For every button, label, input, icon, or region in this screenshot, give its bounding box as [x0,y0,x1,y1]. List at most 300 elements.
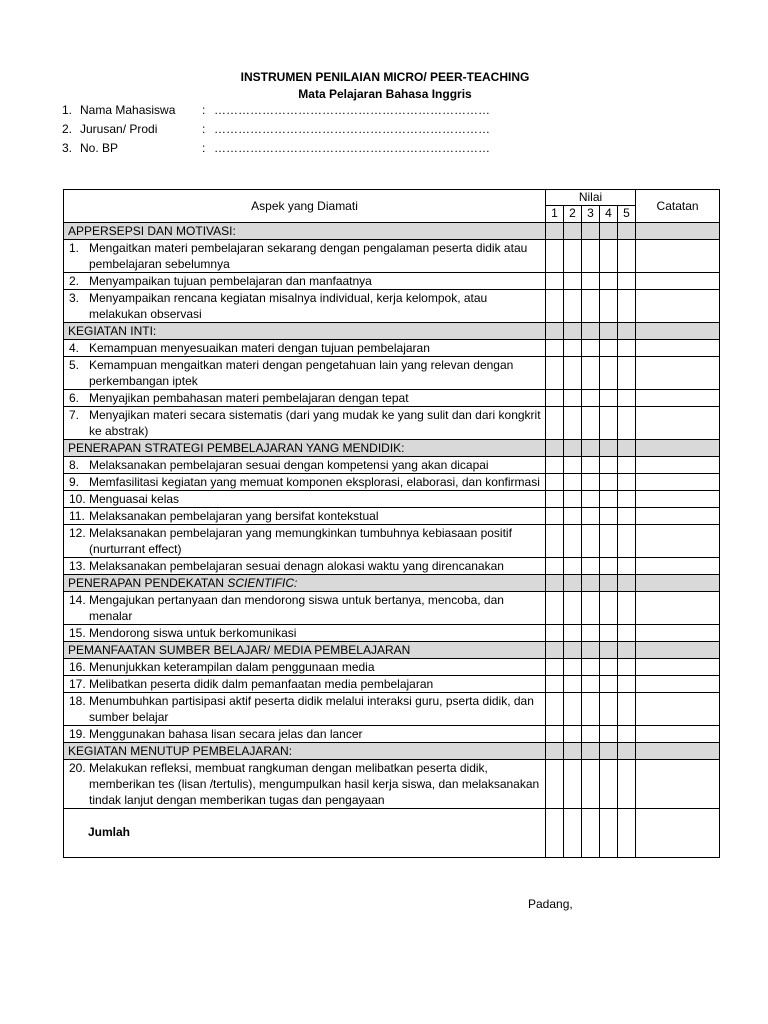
table-header-row [64,190,720,206]
score-cell-3[interactable] [582,625,600,642]
score-cell-2[interactable] [564,340,582,357]
criterion-cell [64,760,546,809]
criterion-content [64,508,545,524]
score-cell-4[interactable] [600,474,618,491]
criterion-number: 19. [69,727,86,741]
note-cell[interactable] [636,474,720,491]
section-score-cell [600,642,618,659]
score-cell-1[interactable] [546,625,564,642]
score-cell-4[interactable] [600,676,618,693]
section-score-cell [564,440,582,457]
score-cell-4[interactable] [600,390,618,407]
score-cell-3[interactable] [582,676,600,693]
criterion-content [64,625,545,641]
criterion-content [64,407,545,439]
document-subtitle: Mata Pelajaran Bahasa Inggris [298,87,472,101]
score-cell-4[interactable] [600,340,618,357]
note-cell[interactable] [636,240,720,273]
section-title [64,223,546,240]
criterion-text: Menyampaikan tujuan pembelajaran dan manfaatnya [89,274,372,288]
score-cell-2[interactable] [564,491,582,508]
criterion-text: Menguasai kelas [89,492,180,506]
section-row [64,323,720,340]
section-title [64,440,546,457]
section-title-text: PENERAPAN PENDEKATAN [68,576,228,590]
criterion-cell [64,240,546,273]
section-title [64,575,546,592]
section-score-cell [600,323,618,340]
note-cell[interactable] [636,726,720,743]
note-cell[interactable] [636,390,720,407]
score-cell-5[interactable] [618,693,636,726]
note-cell[interactable] [636,340,720,357]
score-cell-3[interactable] [582,390,600,407]
criterion-text: Kemampuan menyesuaikan materi dengan tujuan pembelajaran [89,341,430,355]
criterion-number: 17. [69,677,86,691]
score-cell-3[interactable] [582,760,600,809]
section-score-cell [618,323,636,340]
section-score-cell [546,440,564,457]
criterion-row [64,676,720,693]
note-cell[interactable] [636,592,720,625]
score-cell-3[interactable] [582,592,600,625]
identity-number: 2. [62,122,73,136]
score-cell-3[interactable] [582,240,600,273]
section-score-cell [546,223,564,240]
criterion-number: 2. [69,274,80,288]
identity-label: Nama Mahasiswa [80,103,176,117]
score-cell-1[interactable] [546,525,564,558]
section-score-cell [600,440,618,457]
score-cell-1[interactable] [546,474,564,491]
score-cell-4[interactable] [600,558,618,575]
section-score-cell [618,223,636,240]
identity-number: 1. [62,103,73,117]
score-cell-4[interactable] [600,407,618,440]
score-cell-4[interactable] [600,625,618,642]
score-cell-1[interactable] [546,558,564,575]
section-title [64,743,546,760]
score-cell-1[interactable] [546,726,564,743]
score-cell-1[interactable] [546,457,564,474]
identity-row-name [62,102,490,121]
score-cell-4[interactable] [600,525,618,558]
note-cell[interactable] [636,760,720,809]
criterion-content [64,676,545,692]
score-cell-2[interactable] [564,659,582,676]
criterion-cell [64,592,546,625]
identity-label: Jurusan/ Prodi [80,122,158,136]
place-signature: Padang, [528,897,573,911]
section-score-cell [582,323,600,340]
note-cell[interactable] [636,625,720,642]
score-cell-1[interactable] [546,390,564,407]
criterion-row [64,357,720,390]
criterion-row [64,508,720,525]
criterion-row [64,474,720,491]
score-cell-3[interactable] [582,693,600,726]
section-score-cell [582,440,600,457]
criterion-text: Melakukan refleksi, membuat rangkuman dengan melibatkan peserta didik, memberikan tes (lisan /tertulis), mengumpulkan hasil kerja siswa, dan melaksanakan tindak lanjut dengan memberikan tugas dan pengayaan [89,761,540,807]
score-header-3: 3 [582,206,600,223]
note-cell[interactable] [636,525,720,558]
section-score-cell [600,575,618,592]
section-title [64,642,546,659]
criterion-text: Menyampaikan rencana kegiatan misalnya individual, kerja kelompok, atau melakukan observasi [89,291,488,321]
criterion-content [64,659,545,675]
criterion-row [64,525,720,558]
score-cell-3[interactable] [582,659,600,676]
criterion-row [64,390,720,407]
total-score-cell-5[interactable] [618,809,636,858]
identity-colon: : [202,103,206,117]
criterion-number: 6. [69,391,80,405]
score-cell-2[interactable] [564,558,582,575]
criterion-row [64,491,720,508]
section-title [64,323,546,340]
score-cell-2[interactable] [564,290,582,323]
criterion-row [64,240,720,273]
total-note-cell[interactable] [636,809,720,858]
criterion-text: Mendorong siswa untuk berkomunikasi [89,626,297,640]
header-nilai: Nilai [546,190,636,206]
identity-label: No. BP [80,141,119,155]
criterion-cell [64,357,546,390]
score-cell-4[interactable] [600,290,618,323]
criterion-number: 9. [69,475,80,489]
criterion-content [64,525,545,557]
total-score-cell-2[interactable] [564,809,582,858]
score-cell-3[interactable] [582,407,600,440]
header-catatan: Catatan [636,190,720,223]
total-label-cell [64,809,546,858]
criterion-cell [64,390,546,407]
score-cell-2[interactable] [564,525,582,558]
criterion-content [64,290,545,322]
total-score-cell-4[interactable] [600,809,618,858]
identity-blank-line[interactable]: …………………………………………………………… [214,122,490,136]
section-score-cell [564,323,582,340]
section-note-cell [636,323,720,340]
section-score-cell [546,323,564,340]
score-cell-2[interactable] [564,474,582,491]
score-cell-5[interactable] [618,390,636,407]
section-row [64,642,720,659]
score-cell-5[interactable] [618,592,636,625]
criterion-text: Menumbuhkan partisipasi aktif peserta didik melalui interaksi guru, pserta didik, dan sumber belajar [89,694,534,724]
score-cell-4[interactable] [600,457,618,474]
criterion-row [64,760,720,809]
criterion-text: Melaksanakan pembelajaran yang bersifat kontekstual [89,509,379,523]
note-cell[interactable] [636,273,720,290]
score-cell-5[interactable] [618,659,636,676]
criterion-number: 14. [69,593,86,607]
total-score-cell-1[interactable] [546,809,564,858]
note-cell[interactable] [636,659,720,676]
score-cell-2[interactable] [564,407,582,440]
criterion-text: Mengajukan pertanyaan dan mendorong siswa untuk bertanya, mencoba, dan menalar [89,593,504,623]
score-cell-3[interactable] [582,457,600,474]
identity-blank-line[interactable]: …………………………………………………………… [214,141,490,155]
score-cell-5[interactable] [618,474,636,491]
score-cell-5[interactable] [618,508,636,525]
criterion-number: 3. [69,291,80,305]
score-cell-2[interactable] [564,273,582,290]
section-title-text: PEMANFAATAN SUMBER BELAJAR/ MEDIA PEMBELAJARAN [68,643,411,657]
score-cell-2[interactable] [564,457,582,474]
criterion-number: 8. [69,458,80,472]
score-cell-1[interactable] [546,508,564,525]
identity-colon: : [202,122,206,136]
note-cell[interactable] [636,693,720,726]
score-cell-5[interactable] [618,273,636,290]
note-cell[interactable] [636,357,720,390]
score-cell-3[interactable] [582,726,600,743]
score-cell-3[interactable] [582,290,600,323]
score-cell-3[interactable] [582,491,600,508]
note-cell[interactable] [636,508,720,525]
score-cell-3[interactable] [582,273,600,290]
section-score-cell [564,642,582,659]
score-cell-1[interactable] [546,340,564,357]
score-cell-1[interactable] [546,357,564,390]
criterion-number: 1. [69,241,80,255]
identity-number: 3. [62,141,73,155]
criterion-row [64,625,720,642]
section-score-cell [600,223,618,240]
criterion-number: 15. [69,626,86,640]
score-cell-5[interactable] [618,240,636,273]
document-title: INSTRUMEN PENILAIAN MICRO/ PEER-TEACHING [240,70,530,84]
section-score-cell [618,642,636,659]
criterion-content [64,726,545,742]
criterion-number: 10. [69,492,86,506]
score-cell-2[interactable] [564,508,582,525]
score-cell-5[interactable] [618,457,636,474]
criterion-cell [64,525,546,558]
score-cell-4[interactable] [600,693,618,726]
score-cell-2[interactable] [564,693,582,726]
identity-row-program [62,121,490,140]
total-score-cell-3[interactable] [582,809,600,858]
section-score-cell [582,223,600,240]
criterion-row [64,726,720,743]
section-score-cell [564,223,582,240]
identity-fields [62,102,490,159]
score-cell-1[interactable] [546,407,564,440]
criterion-number: 20. [69,761,86,775]
criterion-content [64,474,545,490]
total-label: Jumlah [88,825,131,839]
section-row [64,575,720,592]
section-score-cell [546,575,564,592]
criterion-text: Menyajikan pembahasan materi pembelajaran dengan tepat [89,391,409,405]
section-score-cell [564,743,582,760]
criterion-content [64,457,545,473]
criterion-content [64,273,545,289]
section-score-cell [546,642,564,659]
criterion-content [64,558,545,574]
section-score-cell [564,575,582,592]
score-header-5: 5 [618,206,636,223]
section-score-cell [618,440,636,457]
criterion-row [64,290,720,323]
criterion-number: 13. [69,559,86,573]
section-score-cell [618,743,636,760]
criterion-cell [64,340,546,357]
score-cell-4[interactable] [600,508,618,525]
criterion-text: Memfasilitasi kegiatan yang memuat komponen eksplorasi, elaborasi, dan konfirmasi [89,475,540,489]
criterion-content [64,491,545,507]
section-note-cell [636,575,720,592]
criterion-content [64,390,545,406]
criterion-content [64,693,545,725]
criterion-cell [64,558,546,575]
note-cell[interactable] [636,457,720,474]
score-cell-4[interactable] [600,357,618,390]
criterion-cell [64,726,546,743]
score-header-2: 2 [564,206,582,223]
section-note-cell [636,223,720,240]
score-cell-1[interactable] [546,290,564,323]
criterion-number: 5. [69,358,80,372]
score-cell-4[interactable] [600,240,618,273]
score-cell-1[interactable] [546,592,564,625]
score-header-4: 4 [600,206,618,223]
criterion-content [64,357,545,389]
section-score-cell [582,575,600,592]
total-row [64,809,720,858]
score-cell-2[interactable] [564,726,582,743]
criterion-text: Melaksanakan pembelajaran sesuai dengan kompetensi yang akan dicapai [89,458,489,472]
section-title-text: KEGIATAN INTI: [68,324,157,338]
criterion-cell [64,407,546,440]
score-cell-5[interactable] [618,290,636,323]
criterion-row [64,592,720,625]
criterion-number: 4. [69,341,80,355]
criterion-cell [64,625,546,642]
score-cell-1[interactable] [546,273,564,290]
section-row [64,440,720,457]
score-cell-5[interactable] [618,525,636,558]
criterion-cell [64,491,546,508]
criterion-row [64,273,720,290]
criterion-row [64,457,720,474]
section-row [64,743,720,760]
criterion-cell [64,273,546,290]
criterion-row [64,693,720,726]
section-title-text: APPERSEPSI DAN MOTIVASI: [68,224,236,238]
criterion-text: Menyajikan materi secara sistematis (dari yang mudak ke yang sulit dan dari kongkrit ke abstrak) [89,408,541,438]
score-cell-5[interactable] [618,491,636,508]
score-cell-5[interactable] [618,676,636,693]
section-title-text: KEGIATAN MENUTUP PEMBELAJARAN: [68,744,293,758]
section-score-cell [582,743,600,760]
section-score-cell [582,642,600,659]
note-cell[interactable] [636,407,720,440]
score-cell-2[interactable] [564,760,582,809]
score-cell-2[interactable] [564,390,582,407]
criterion-row [64,558,720,575]
criterion-cell [64,693,546,726]
identity-blank-line[interactable]: …………………………………………………………… [214,103,490,117]
criterion-content [64,240,545,272]
score-cell-1[interactable] [546,760,564,809]
score-cell-2[interactable] [564,240,582,273]
score-cell-4[interactable] [600,491,618,508]
section-title-text: PENERAPAN STRATEGI PEMBELAJARAN YANG MENDIDIK: [68,441,405,455]
score-cell-5[interactable] [618,625,636,642]
criterion-number: 18. [69,694,86,708]
score-cell-4[interactable] [600,760,618,809]
criterion-row [64,407,720,440]
score-cell-1[interactable] [546,676,564,693]
score-cell-4[interactable] [600,726,618,743]
assessment-table [63,189,720,858]
criterion-content [64,760,545,808]
note-cell[interactable] [636,676,720,693]
score-cell-4[interactable] [600,592,618,625]
criterion-text: Melaksanakan pembelajaran yang memungkinkan tumbuhnya kebiasaan positif (nurturrant effect) [89,526,512,556]
criterion-content [64,340,545,356]
score-cell-4[interactable] [600,659,618,676]
criterion-cell [64,290,546,323]
criterion-number: 7. [69,408,80,422]
score-cell-3[interactable] [582,558,600,575]
note-cell[interactable] [636,290,720,323]
criterion-cell [64,474,546,491]
score-cell-3[interactable] [582,357,600,390]
identity-row-bp [62,140,490,159]
score-cell-5[interactable] [618,340,636,357]
criterion-row [64,659,720,676]
criterion-text: Menunjukkan keterampilan dalam penggunaan media [89,660,375,674]
score-cell-5[interactable] [618,726,636,743]
note-cell[interactable] [636,558,720,575]
criterion-text: Kemampuan mengaitkan materi dengan pengetahuan lain yang relevan dengan perkembangan iptek [89,358,514,388]
score-cell-5[interactable] [618,760,636,809]
criterion-text: Melaksanakan pembelajaran sesuai denagn alokasi waktu yang direncanakan [89,559,504,573]
score-cell-1[interactable] [546,659,564,676]
score-cell-5[interactable] [618,558,636,575]
score-cell-3[interactable] [582,340,600,357]
note-cell[interactable] [636,491,720,508]
score-header-1: 1 [546,206,564,223]
criterion-text: Menggunakan bahasa lisan secara jelas dan lancer [89,727,363,741]
score-cell-5[interactable] [618,407,636,440]
section-title-emphasis: SCIENTIFIC: [227,576,298,590]
score-cell-3[interactable] [582,525,600,558]
score-cell-5[interactable] [618,357,636,390]
score-cell-1[interactable] [546,240,564,273]
section-score-cell [546,743,564,760]
score-cell-2[interactable] [564,357,582,390]
section-note-cell [636,440,720,457]
score-cell-2[interactable] [564,592,582,625]
score-cell-4[interactable] [600,273,618,290]
criterion-row [64,340,720,357]
score-cell-1[interactable] [546,491,564,508]
criterion-cell [64,457,546,474]
score-cell-3[interactable] [582,474,600,491]
section-score-cell [618,575,636,592]
score-cell-3[interactable] [582,508,600,525]
score-cell-2[interactable] [564,625,582,642]
criterion-content [64,592,545,624]
score-cell-1[interactable] [546,693,564,726]
section-note-cell [636,642,720,659]
score-cell-2[interactable] [564,676,582,693]
